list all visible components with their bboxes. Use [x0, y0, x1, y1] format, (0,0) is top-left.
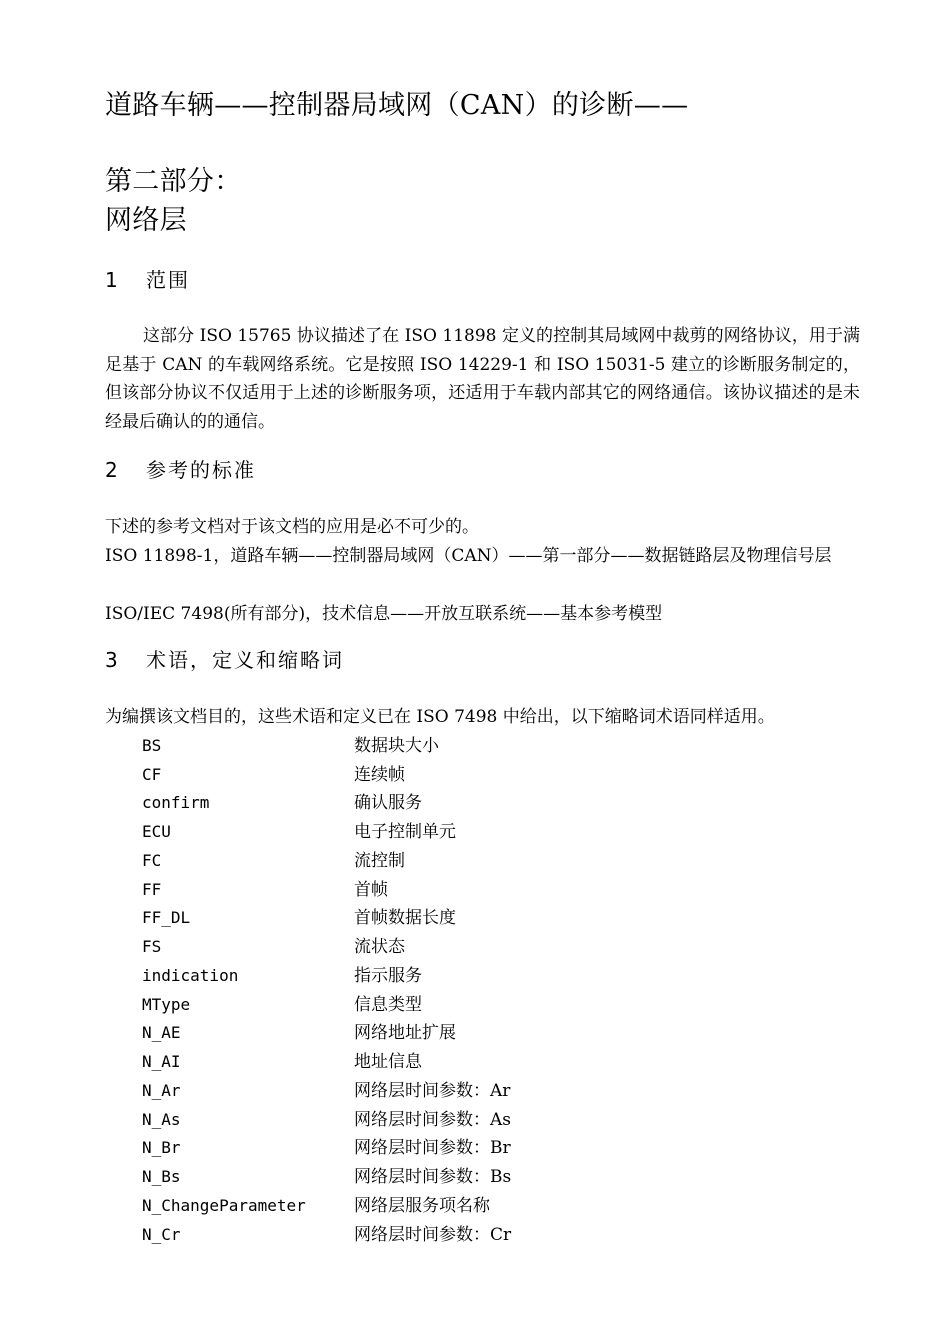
abbreviation-definition: 网络层时间参数：Cr	[354, 1225, 512, 1245]
abbreviation-term: BS	[142, 736, 162, 755]
section-3-number: 3	[105, 648, 118, 672]
abbreviation-definition: 地址信息	[354, 1052, 422, 1072]
document-title-line-2: 第二部分：	[105, 166, 242, 197]
abbreviation-term: FS	[142, 937, 162, 956]
abbreviation-definition: 网络层时间参数：Ar	[354, 1081, 511, 1101]
abbreviation-term: N_AI	[142, 1052, 181, 1071]
abbreviation-definition: 网络层时间参数：As	[354, 1110, 512, 1130]
document-title-line-1: 道路车辆——控制器局域网（CAN）的诊断——	[105, 90, 689, 121]
abbreviation-definition: 指示服务	[354, 966, 422, 986]
section-1-number: 1	[105, 268, 118, 292]
abbreviation-term: N_Cr	[142, 1225, 181, 1244]
reference-item-2: ISO/IEC 7498(所有部分)，技术信息——开放互联系统——基本参考模型	[105, 604, 663, 624]
abbreviation-definition: 网络层时间参数：Bs	[354, 1167, 512, 1187]
abbreviation-definition: 连续帧	[354, 765, 405, 785]
section-3-intro: 为编撰该文档目的，这些术语和定义已在 ISO 7498 中给出，以下缩略词术语同样适用。	[105, 707, 775, 727]
section-1-title: 范围	[146, 268, 190, 292]
abbreviation-term: FC	[142, 851, 162, 870]
abbreviation-term: MType	[142, 995, 191, 1014]
abbreviation-definition: 信息类型	[354, 995, 422, 1015]
abbreviation-definition: 网络层时间参数：Br	[354, 1138, 511, 1158]
document-title-line-3: 网络层	[105, 205, 187, 236]
section-1-paragraph: 这部分 ISO 15765 协议描述了在 ISO 11898 定义的控制其局域网中裁剪的网络协议，用于满足基于 CAN 的车载网络系统。它是按照 ISO 14229-1 和 ISO 15031-5 建立的诊断服务制定的，但该部分协议不仅适用于上述的诊断服务项，还适用于车载内部其它的网络通信。该协议描述的是未经最后确认的的通信。	[105, 326, 860, 433]
abbreviation-definition: 网络地址扩展	[354, 1023, 456, 1043]
abbreviation-definition: 数据块大小	[354, 736, 439, 756]
section-1-heading	[105, 266, 190, 294]
abbreviation-definition: 首帧	[354, 880, 388, 900]
section-2-number: 2	[105, 458, 118, 482]
abbreviation-term: confirm	[142, 793, 210, 812]
abbreviation-term: CF	[142, 765, 162, 784]
abbreviation-definition: 首帧数据长度	[354, 908, 456, 928]
abbreviation-term: FF	[142, 880, 162, 899]
abbreviation-definition: 确认服务	[354, 793, 422, 813]
abbreviation-term: N_Ar	[142, 1081, 181, 1100]
abbreviation-term: N_Br	[142, 1138, 181, 1157]
abbreviation-term: N_As	[142, 1110, 181, 1129]
abbreviation-definition: 流状态	[354, 937, 405, 957]
section-2-intro: 下述的参考文档对于该文档的应用是必不可少的。	[105, 517, 479, 537]
abbreviation-term: N_Bs	[142, 1167, 181, 1186]
abbreviation-term: N_ChangeParameter	[142, 1196, 306, 1215]
abbreviation-definition: 网络层服务项名称	[354, 1196, 490, 1216]
section-3-heading	[105, 646, 344, 674]
abbreviation-definition: 流控制	[354, 851, 405, 871]
abbreviation-definition: 电子控制单元	[354, 822, 456, 842]
abbreviation-term: indication	[142, 966, 239, 985]
reference-item-1: ISO 11898-1，道路车辆——控制器局域网（CAN）——第一部分——数据链路层及物理信号层	[105, 546, 832, 566]
section-3-title: 术语，定义和缩略词	[146, 648, 344, 672]
abbreviation-term: N_AE	[142, 1023, 181, 1042]
abbreviation-term: ECU	[142, 822, 171, 841]
abbreviation-term: FF_DL	[142, 908, 191, 927]
section-2-heading	[105, 456, 256, 484]
section-2-title: 参考的标准	[146, 458, 256, 482]
